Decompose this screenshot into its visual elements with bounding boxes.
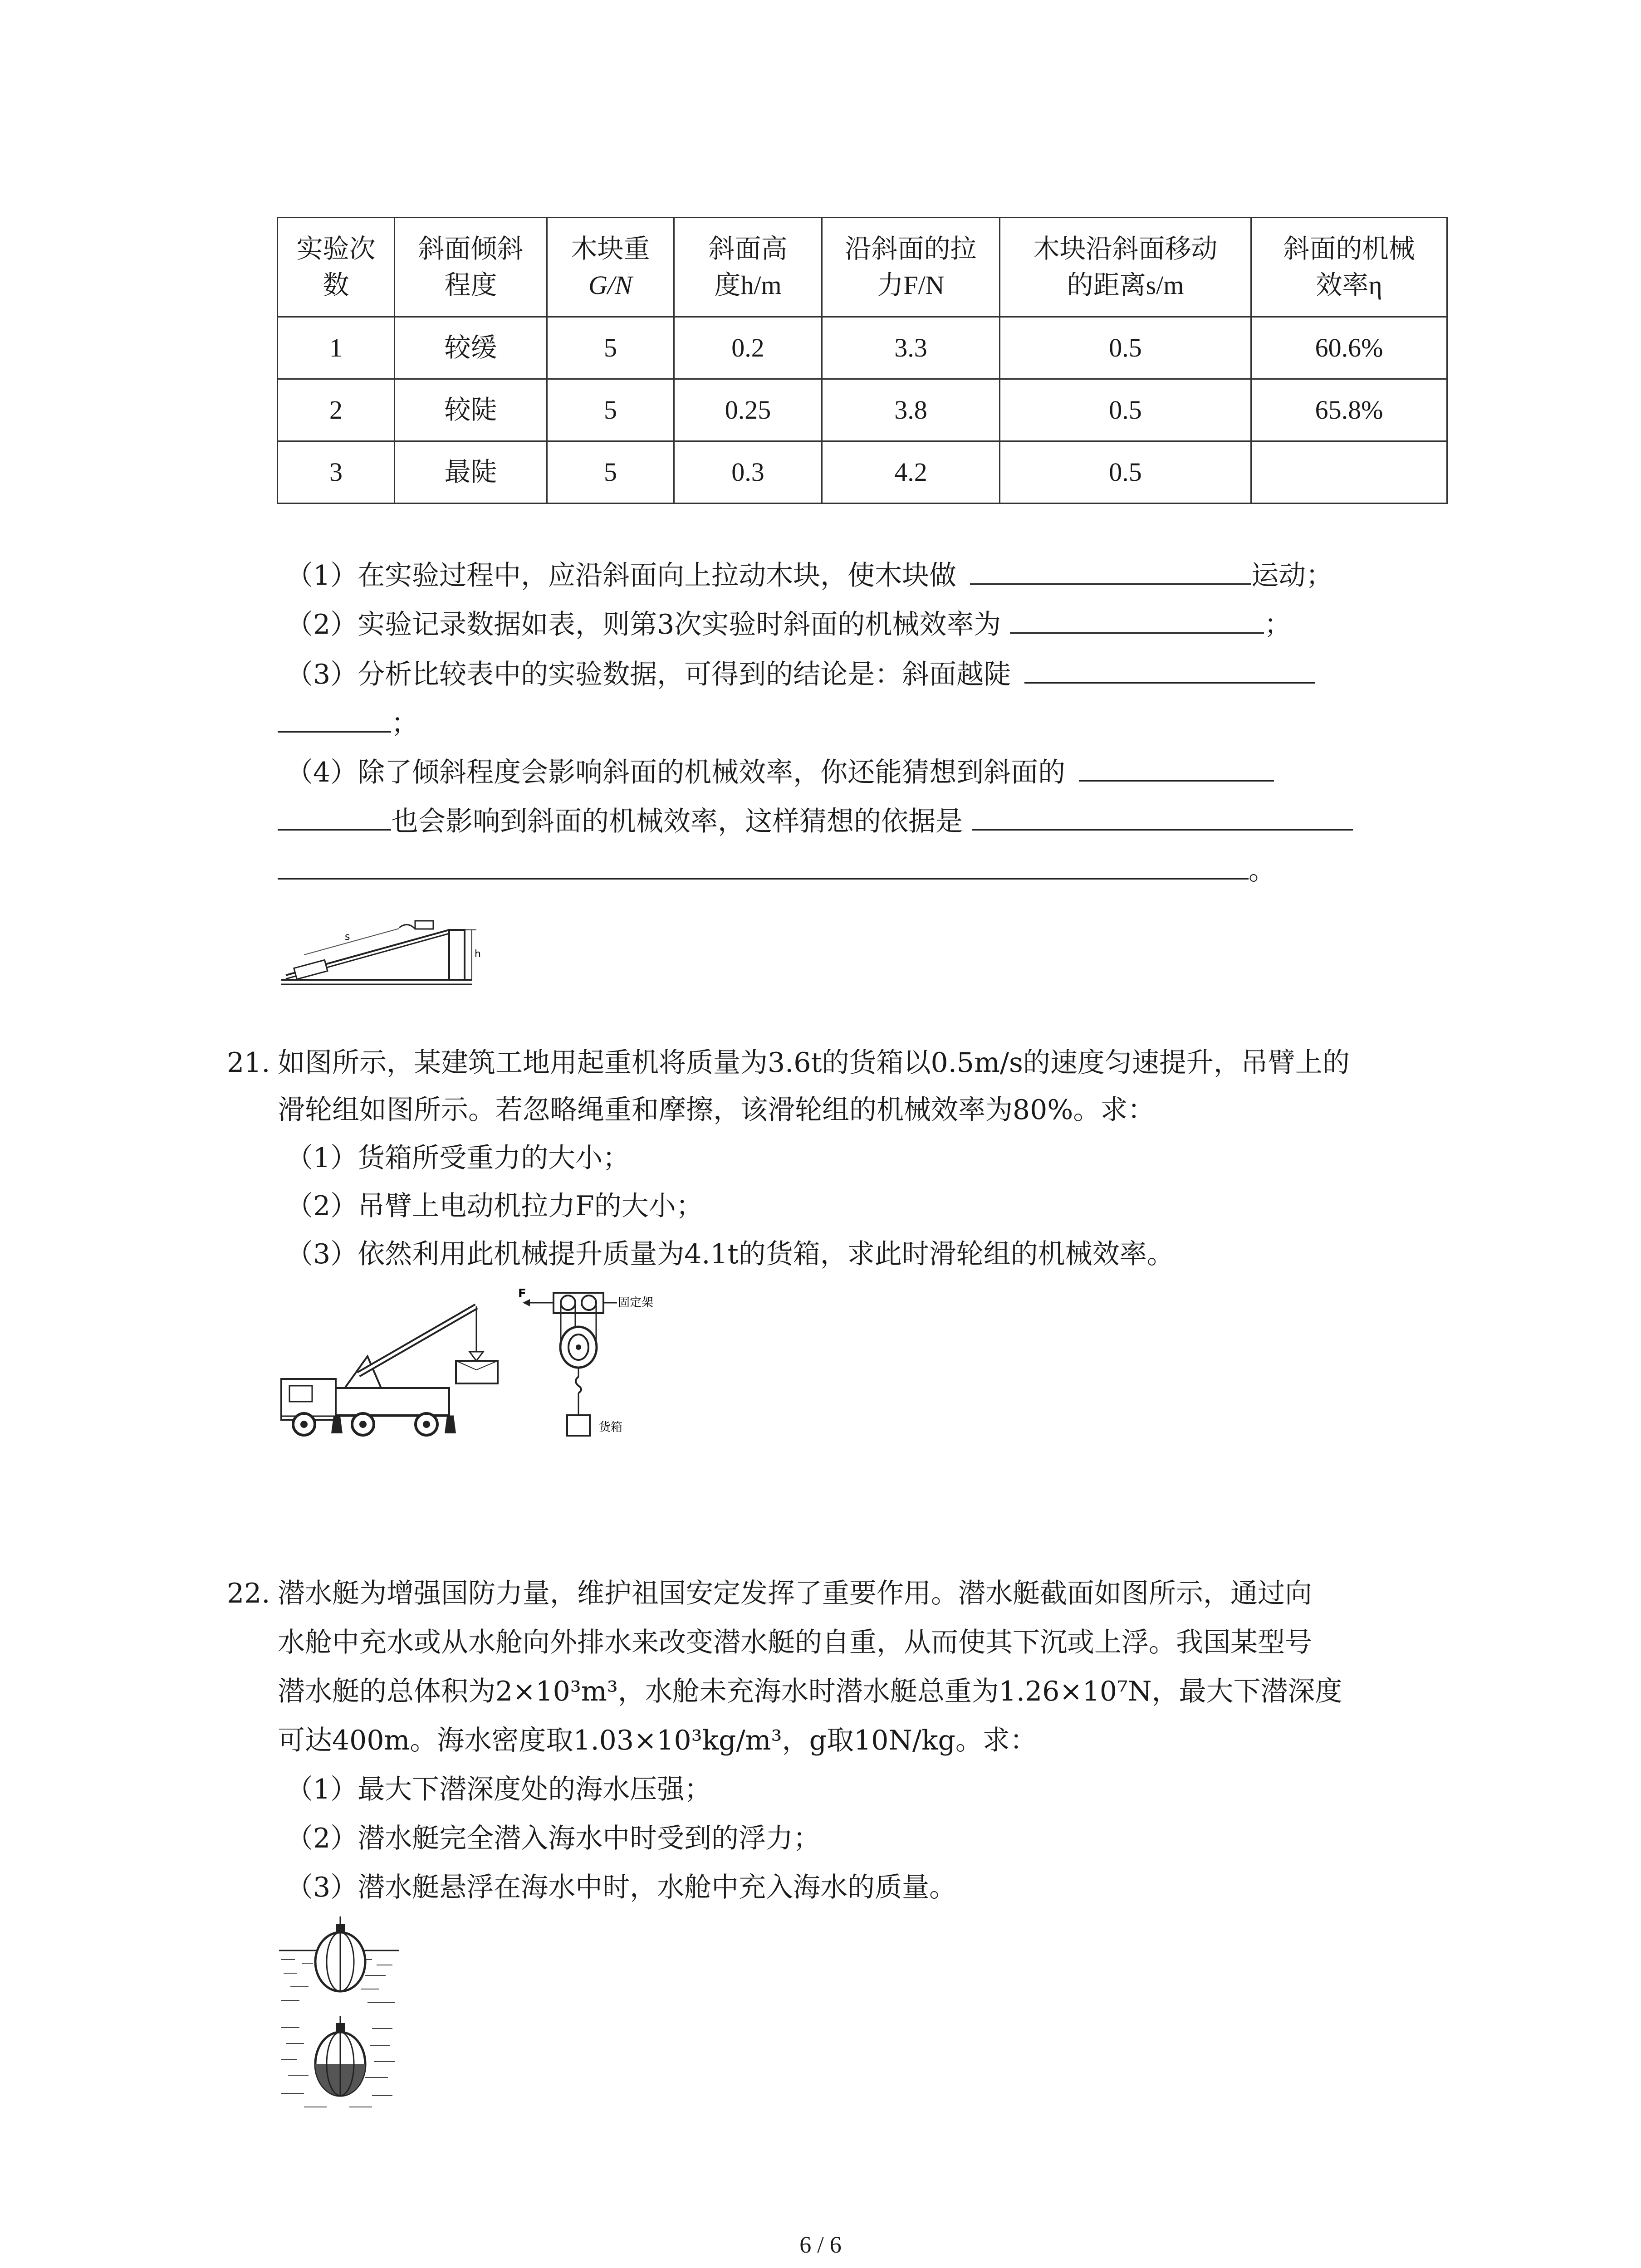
answer-blank[interactable]	[278, 802, 391, 831]
table-row	[278, 317, 1447, 379]
table-cell: 5	[547, 379, 674, 441]
table-cell: 5	[547, 441, 674, 503]
table-cell: 0.2	[674, 317, 822, 379]
table-cell: 较缓	[395, 317, 547, 379]
table-header-cell: 沿斜面的拉 力F/N	[822, 218, 1000, 317]
q20-sub2: （2）实验记录数据如表，则第3次实验时斜面的机械效率为 ；	[286, 605, 1291, 644]
experiment-table	[277, 217, 1448, 504]
table-cell: 较陡	[395, 379, 547, 441]
table-cell: 3.3	[822, 317, 1000, 379]
label-s: s	[345, 931, 350, 943]
table-cell: 0.25	[674, 379, 822, 441]
label-cargo-box: 货箱	[599, 1421, 623, 1434]
table-header-cell: 木块沿斜面移动 的距离s/m	[1000, 218, 1251, 317]
pulley-figure	[517, 1284, 690, 1447]
table-cell: 0.3	[674, 441, 822, 503]
label-fixed-frame: 固定架	[618, 1296, 654, 1310]
q20-sub3-cont: ；	[278, 704, 418, 743]
label-h: h	[475, 948, 481, 960]
table-header-cell: 斜面高 度h/m	[674, 218, 822, 317]
answer-blank[interactable]	[972, 802, 1353, 831]
answer-blank[interactable]	[278, 704, 391, 733]
table-cell: 1	[278, 317, 395, 379]
q22-text-line4: 可达400m。海水密度取1.03×10³kg/m³，g取10N/kg。求：	[278, 1725, 1037, 1756]
table-cell: 5	[547, 317, 674, 379]
q21-text-line2: 滑轮组如图所示。若忽略绳重和摩擦，该滑轮组的机械效率为80%。求：	[278, 1094, 1155, 1126]
table-header-cell: 实验次 数	[278, 218, 395, 317]
table-cell	[1251, 441, 1447, 503]
table-cell: 3.8	[822, 379, 1000, 441]
table-header-cell: 木块重 G/N	[547, 218, 674, 317]
table-row	[278, 441, 1447, 503]
table-cell: 0.5	[1000, 441, 1251, 503]
table-cell: 0.5	[1000, 317, 1251, 379]
q20-sub4-cont: 也会影响到斜面的机械效率，这样猜想的依据是	[278, 802, 1353, 841]
table-cell: 2	[278, 379, 395, 441]
q21-text-line1: 如图所示，某建筑工地用起重机将质量为3.6t的货箱以0.5m/s的速度匀速提升，吊臂上的	[278, 1047, 1350, 1079]
table-header-cell: 斜面倾斜 程度	[395, 218, 547, 317]
q21-number: 21.	[227, 1047, 270, 1079]
answer-blank[interactable]	[278, 851, 1249, 880]
answer-blank[interactable]	[1010, 605, 1264, 634]
table-cell: 0.5	[1000, 379, 1251, 441]
answer-blank[interactable]	[970, 556, 1251, 585]
q22-text-line2: 水舱中充水或从水舱向外排水来改变潜水艇的自重，从而使其下沉或上浮。我国某型号	[278, 1627, 1312, 1658]
table-cell: 3	[278, 441, 395, 503]
table-cell: 60.6%	[1251, 317, 1447, 379]
q20-sub3: （3）分析比较表中的实验数据，可得到的结论是：斜面越陡	[286, 655, 1315, 694]
q22-sub2: （2）潜水艇完全潜入海水中时受到的浮力；	[286, 1823, 821, 1854]
table-row	[278, 379, 1447, 441]
incline-figure	[277, 912, 504, 998]
q21-sub3: （3）依然利用此机械提升质量为4.1t的货箱，求此时滑轮组的机械效率。	[286, 1238, 1174, 1270]
q21-sub1: （1）货箱所受重力的大小；	[286, 1142, 630, 1174]
label-F: F	[518, 1287, 526, 1300]
answer-blank[interactable]	[1024, 655, 1315, 684]
page-number: 6 / 6	[799, 2232, 842, 2258]
table-header-row	[278, 218, 1447, 317]
q22-sub1: （1）最大下潜深度处的海水压强；	[286, 1774, 712, 1805]
q22-text-line1: 潜水艇为增强国防力量，维护祖国安定发挥了重要作用。潜水艇截面如图所示，通过向	[278, 1578, 1312, 1609]
q20-sub1: （1）在实验过程中，应沿斜面向上拉动木块，使木块做 运动；	[286, 556, 1333, 595]
table-cell: 65.8%	[1251, 379, 1447, 441]
q20-sub4: （4）除了倾斜程度会影响斜面的机械效率，你还能猜想到斜面的	[286, 753, 1274, 792]
q20-sub4-cont2: 。	[278, 851, 1276, 890]
q22-sub3: （3）潜水艇悬浮在海水中时，水舱中充入海水的质量。	[286, 1872, 957, 1903]
q22-text-line3: 潜水艇的总体积为2×10³m³，水舱未充海水时潜水艇总重为1.26×10⁷N，最大下潜深度	[278, 1676, 1342, 1707]
table-cell: 4.2	[822, 441, 1000, 503]
submarine-figure	[277, 1914, 404, 2114]
q22-number: 22.	[227, 1578, 270, 1609]
table-header-cell: 斜面的机械 效率η	[1251, 218, 1447, 317]
answer-blank[interactable]	[1079, 753, 1274, 782]
crane-figure	[277, 1297, 517, 1442]
table-cell: 最陡	[395, 441, 547, 503]
q21-sub2: （2）吊臂上电动机拉力F的大小；	[286, 1190, 703, 1222]
